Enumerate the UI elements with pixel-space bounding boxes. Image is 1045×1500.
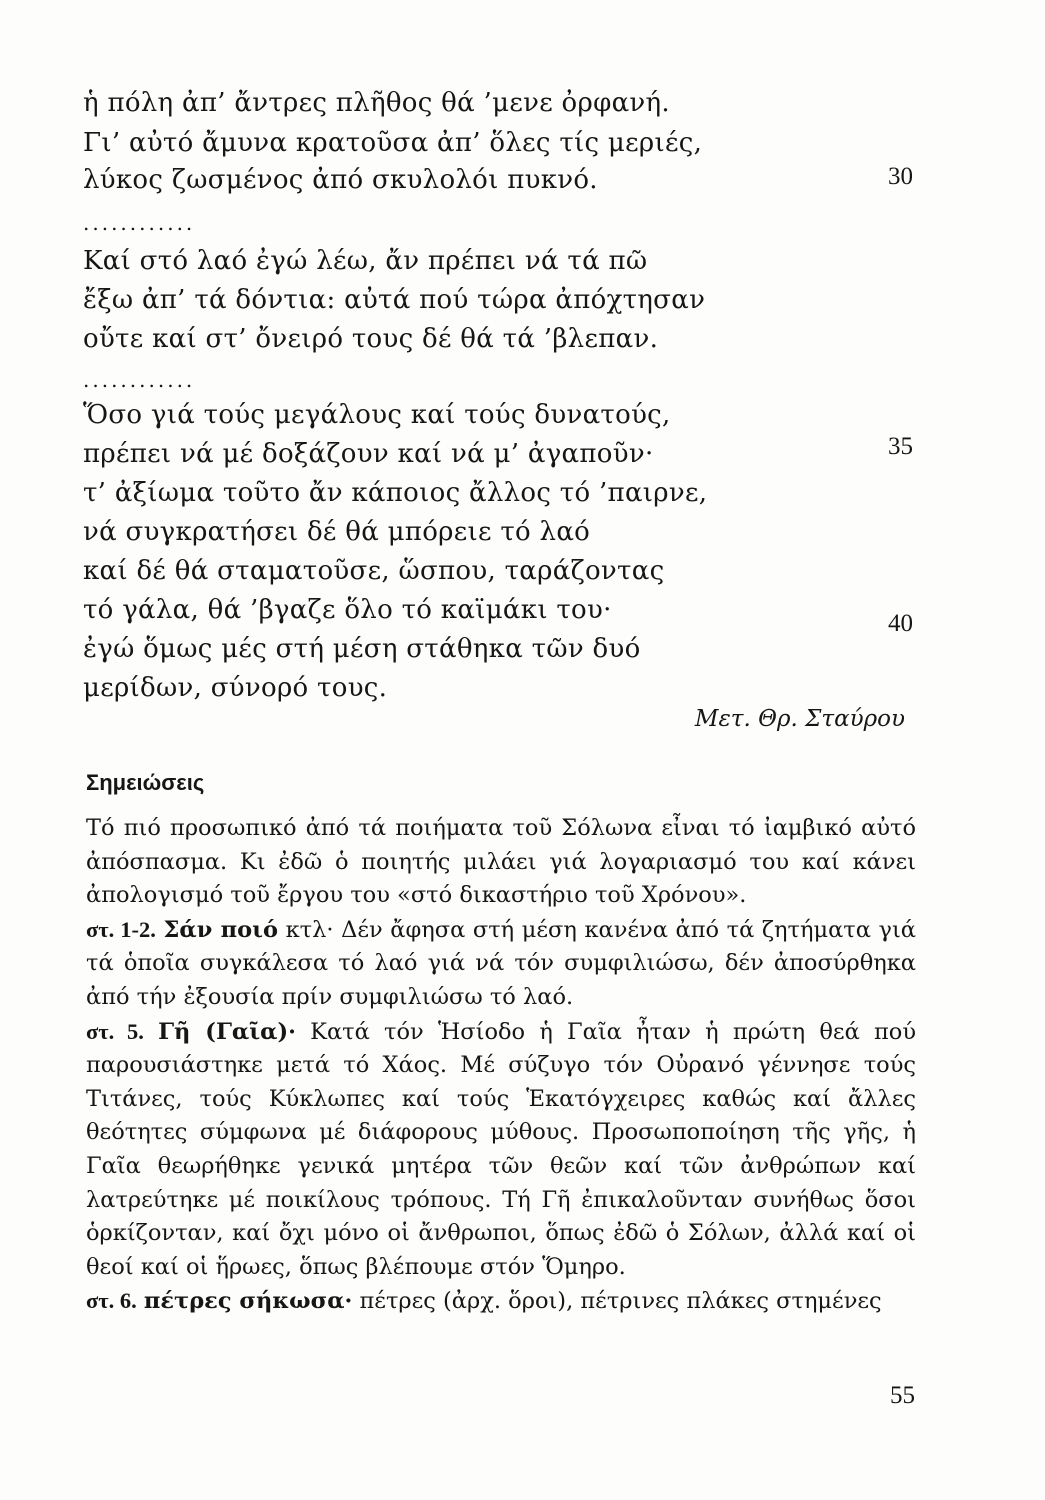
poem-line: μερίδων, σύνορό τους.: [83, 673, 388, 703]
note-entry: [86, 913, 916, 1015]
note-term: πέτρες σήκωσα·: [143, 1288, 353, 1315]
poem-line: λύκος ζωσμένος ἀπό σκυλολόι πυκνό.: [83, 165, 598, 195]
poem-line: Γι’ αὐτό ἄμυνα κρατοῦσα ἀπ’ ὅλες τίς μεριές,: [83, 128, 703, 158]
line-number: 40: [888, 610, 913, 637]
ellipsis-separator: ............: [83, 368, 196, 392]
ellipsis-separator: ............: [83, 211, 196, 235]
poem-line: Ὅσο γιά τούς μεγάλους καί τούς δυνατούς,: [83, 400, 671, 430]
line-number: 30: [888, 163, 913, 190]
poem-line: ἡ πόλη ἀπ’ ἄντρες πλῆθος θά ’μενε ὀρφανή.: [83, 88, 670, 118]
notes-heading: Σημειώσεις: [86, 770, 205, 795]
poem-line: Καί στό λαό ἐγώ λέω, ἄν πρέπει νά τά πῶ: [83, 246, 648, 276]
note-text: Δέν ἄφησα στή μέση κανένα ἀπό τά ζητήματα γιά τά ὁποῖα συγκάλεσα τό λαό γιά νά τόν συμφιλιώσω, δέν ἀποσύρθηκα ἀπό τήν ἐξουσία πρίν συμφιλιώσω τό λαό.: [86, 916, 916, 1010]
note-ref: στ. 6.: [86, 1288, 137, 1314]
note-ref: στ. 1-2.: [86, 916, 156, 942]
page-number: 55: [890, 1382, 915, 1409]
notes-intro: Τό πιό προσωπικό ἀπό τά ποιήματα τοῦ Σόλωνα εἶναι τό ἰαμβικό αὐτό ἀπόσπασμα. Κι ἐδῶ ὁ ποιητής μιλάει γιά λογαριασμό του καί κάνει ἀπολογισμό τοῦ ἔργου του «στό δικαστήριο τοῦ Χρόνου».: [86, 815, 916, 909]
note-term-suffix: κτλ·: [285, 916, 334, 943]
translator-credit: Μετ. Θρ. Σταύρου: [694, 706, 905, 732]
line-number: 35: [888, 433, 913, 460]
poem-line: τ’ ἀξίωμα τοῦτο ἄν κάποιος ἄλλος τό ’παιρνε,: [83, 478, 708, 508]
note-text: Κατά τόν Ἡσίοδο ἡ Γαῖα ἦταν ἡ πρώτη θεά πού παρουσιάστηκε μετά τό Χάος. Μέ σύζυγο τόν Οὐρανό γέννησε τούς Τιτάνες, τούς Κύκλωπες καί τούς Ἑκατόγχειρες καθώς καί ἄλλες θεότητες σύμφωνα μέ διάφορους μύθους. Προσωποποίηση τῆς γῆς, ἡ Γαῖα θεωρήθηκε γενικά μητέρα τῶν θεῶν καί τῶν ἀνθρώπων καί λατρεύτηκε μέ ποικίλους τρόπους. Τή Γῆ ἐπικαλοῦνταν συνήθως ὅσοι ὁρκίζονταν, καί ὄχι μόνο οἱ ἄνθρωποι, ὅπως ἐδῶ ὁ Σόλων, ἀλλά καί οἱ θεοί καί οἱ ἥρωες, ὅπως βλέπουμε στόν Ὅμηρο.: [86, 1018, 917, 1280]
note-text: πέτρες (ἀρχ. ὅροι), πέτρινες πλάκες στημένες: [359, 1288, 882, 1315]
poem-line: πρέπει νά μέ δοξάζουν καί νά μ’ ἀγαποῦν·: [83, 439, 654, 469]
poem-line: οὔτε καί στ’ ὄνειρό τους δέ θά τά ’βλεπαν.: [83, 324, 659, 354]
poem-line: καί δέ θά σταματοῦσε, ὥσπου, ταράζοντας: [83, 556, 665, 586]
note-entry: [86, 1284, 916, 1319]
poem-line: τό γάλα, θά ’βγαζε ὅλο τό καϊμάκι του·: [83, 595, 612, 625]
note-entry: [86, 1015, 916, 1285]
poem-line: ἔξω ἀπ’ τά δόντια: αὐτά πού τώρα ἀπόχτησαν: [83, 285, 706, 315]
poem-line: ἐγώ ὅμως μές στή μέση στάθηκα τῶν δυό: [83, 634, 641, 664]
note-ref: στ. 5.: [86, 1018, 144, 1044]
notes-body: [86, 812, 916, 1319]
note-term: Σάν ποιό: [163, 916, 278, 943]
note-term: Γῆ (Γαῖα)·: [158, 1018, 296, 1045]
poem-line: νά συγκρατήσει δέ θά μπόρειε τό λαό: [83, 517, 591, 547]
